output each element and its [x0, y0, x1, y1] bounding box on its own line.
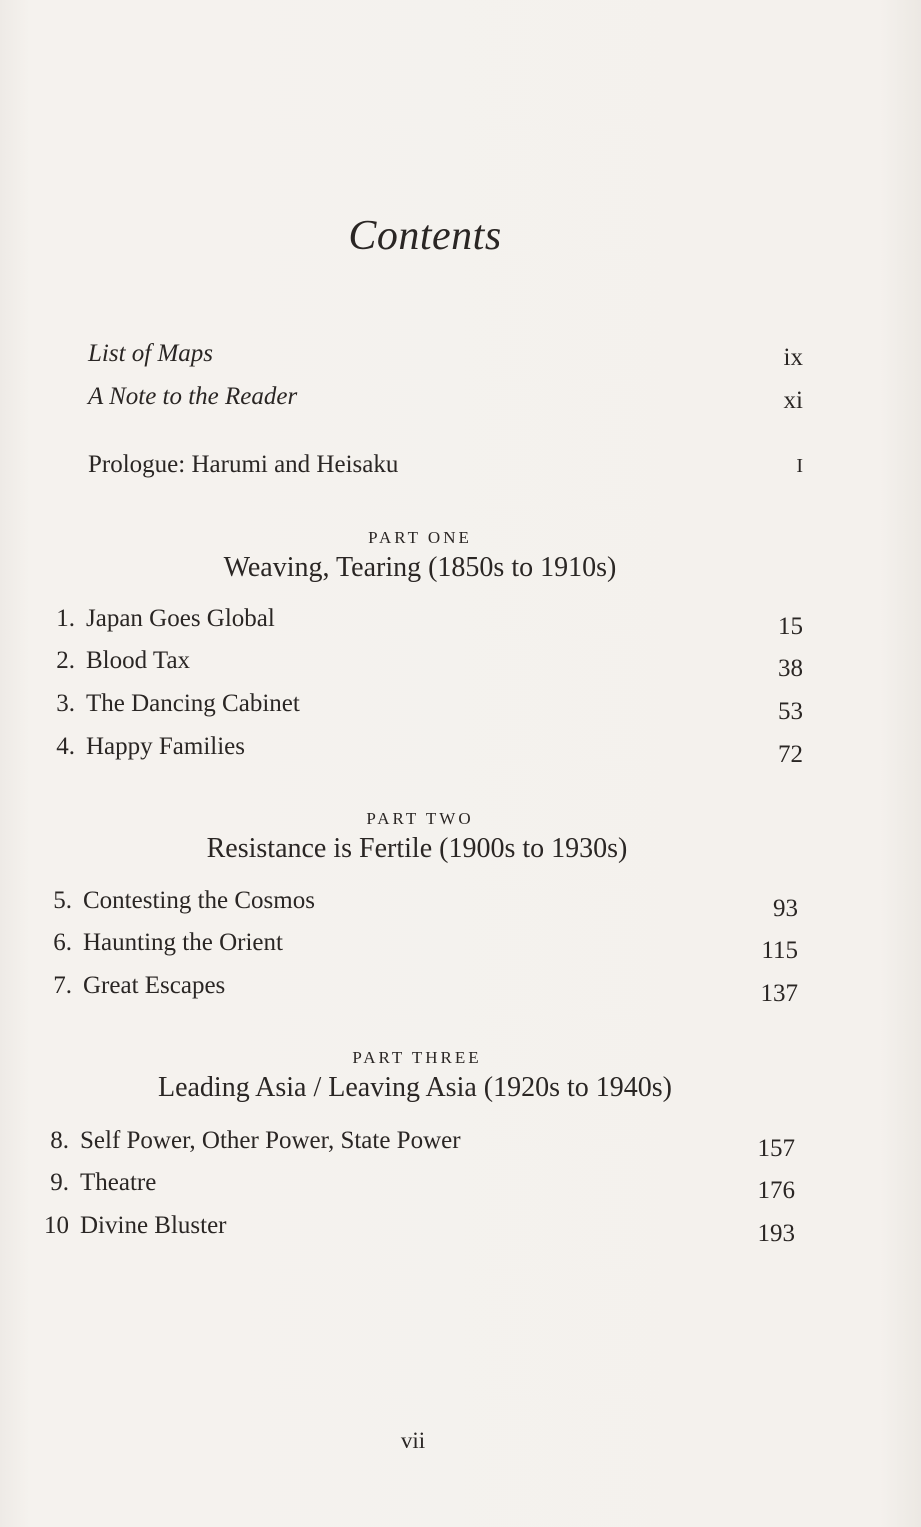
chapter-number: 4. [56, 733, 75, 760]
toc-entry-page: 72 [778, 741, 803, 768]
toc-entry-chapter-6[interactable] [0, 929, 921, 969]
toc-entry-label: List of Maps [88, 340, 214, 367]
page-title: Contents [348, 213, 502, 259]
part-heading: PART THREE [352, 1048, 482, 1067]
chapter-number: 8. [50, 1127, 69, 1154]
toc-entry-label: Great Escapes [83, 972, 226, 999]
part-title: Resistance is Fertile (1900s to 1930s) [206, 833, 628, 864]
chapter-number: 5. [53, 887, 72, 914]
toc-entry-page: 93 [773, 895, 798, 922]
toc-entry-label: Theatre [80, 1169, 157, 1196]
toc-entry-prologue[interactable] [0, 451, 921, 491]
toc-entry-chapter-2[interactable] [0, 647, 921, 687]
toc-entry-chapter-1[interactable] [0, 605, 921, 645]
part-heading: PART TWO [366, 809, 474, 828]
chapter-number: 1. [56, 605, 75, 632]
toc-entry-page: 53 [778, 698, 803, 725]
toc-entry-page: xi [783, 387, 803, 414]
toc-entry-page: 157 [757, 1135, 795, 1162]
toc-entry-page: 193 [757, 1220, 795, 1247]
toc-entry-page: 38 [778, 655, 803, 682]
toc-entry-page: ix [783, 344, 803, 371]
chapter-number: 6. [53, 929, 72, 956]
toc-entry-page: 115 [761, 937, 798, 964]
toc-entry-label: Blood Tax [86, 647, 191, 674]
chapter-number: 9. [50, 1169, 69, 1196]
toc-entry-label: Japan Goes Global [86, 605, 275, 632]
toc-entry-chapter-3[interactable] [0, 690, 921, 730]
toc-entry-label: Divine Bluster [80, 1212, 227, 1239]
toc-entry-label: Self Power, Other Power, State Power [80, 1127, 461, 1154]
toc-entry-list-of-maps[interactable] [0, 340, 921, 380]
toc-entry-label: Contesting the Cosmos [83, 887, 315, 914]
part-title: Leading Asia / Leaving Asia (1920s to 1940s) [157, 1072, 673, 1103]
toc-entry-note-to-reader[interactable] [0, 383, 921, 423]
toc-entry-chapter-4[interactable] [0, 733, 921, 773]
chapter-number: 7. [53, 972, 72, 999]
chapter-number: 2. [56, 647, 75, 674]
toc-entry-chapter-10[interactable] [0, 1212, 921, 1252]
toc-entry-label: A Note to the Reader [88, 383, 298, 410]
part-heading: PART ONE [368, 528, 472, 547]
toc-entry-page: I [796, 455, 803, 477]
toc-entry-chapter-5[interactable] [0, 887, 921, 927]
chapter-number: 3. [56, 690, 75, 717]
toc-entry-page: 137 [760, 980, 798, 1007]
toc-entry-page: 15 [778, 613, 803, 640]
toc-entry-page: 176 [757, 1177, 795, 1204]
toc-entry-label: Prologue: Harumi and Heisaku [88, 451, 399, 478]
toc-entry-chapter-7[interactable] [0, 972, 921, 1012]
toc-entry-label: The Dancing Cabinet [86, 690, 300, 717]
toc-entry-chapter-9[interactable] [0, 1169, 921, 1209]
toc-entry-chapter-8[interactable] [0, 1127, 921, 1167]
toc-entry-label: Haunting the Orient [83, 929, 283, 956]
page-number: vii [400, 1428, 426, 1453]
toc-entry-label: Happy Families [86, 733, 246, 760]
part-title: Weaving, Tearing (1850s to 1910s) [223, 552, 617, 583]
chapter-number: 10 [44, 1212, 69, 1239]
